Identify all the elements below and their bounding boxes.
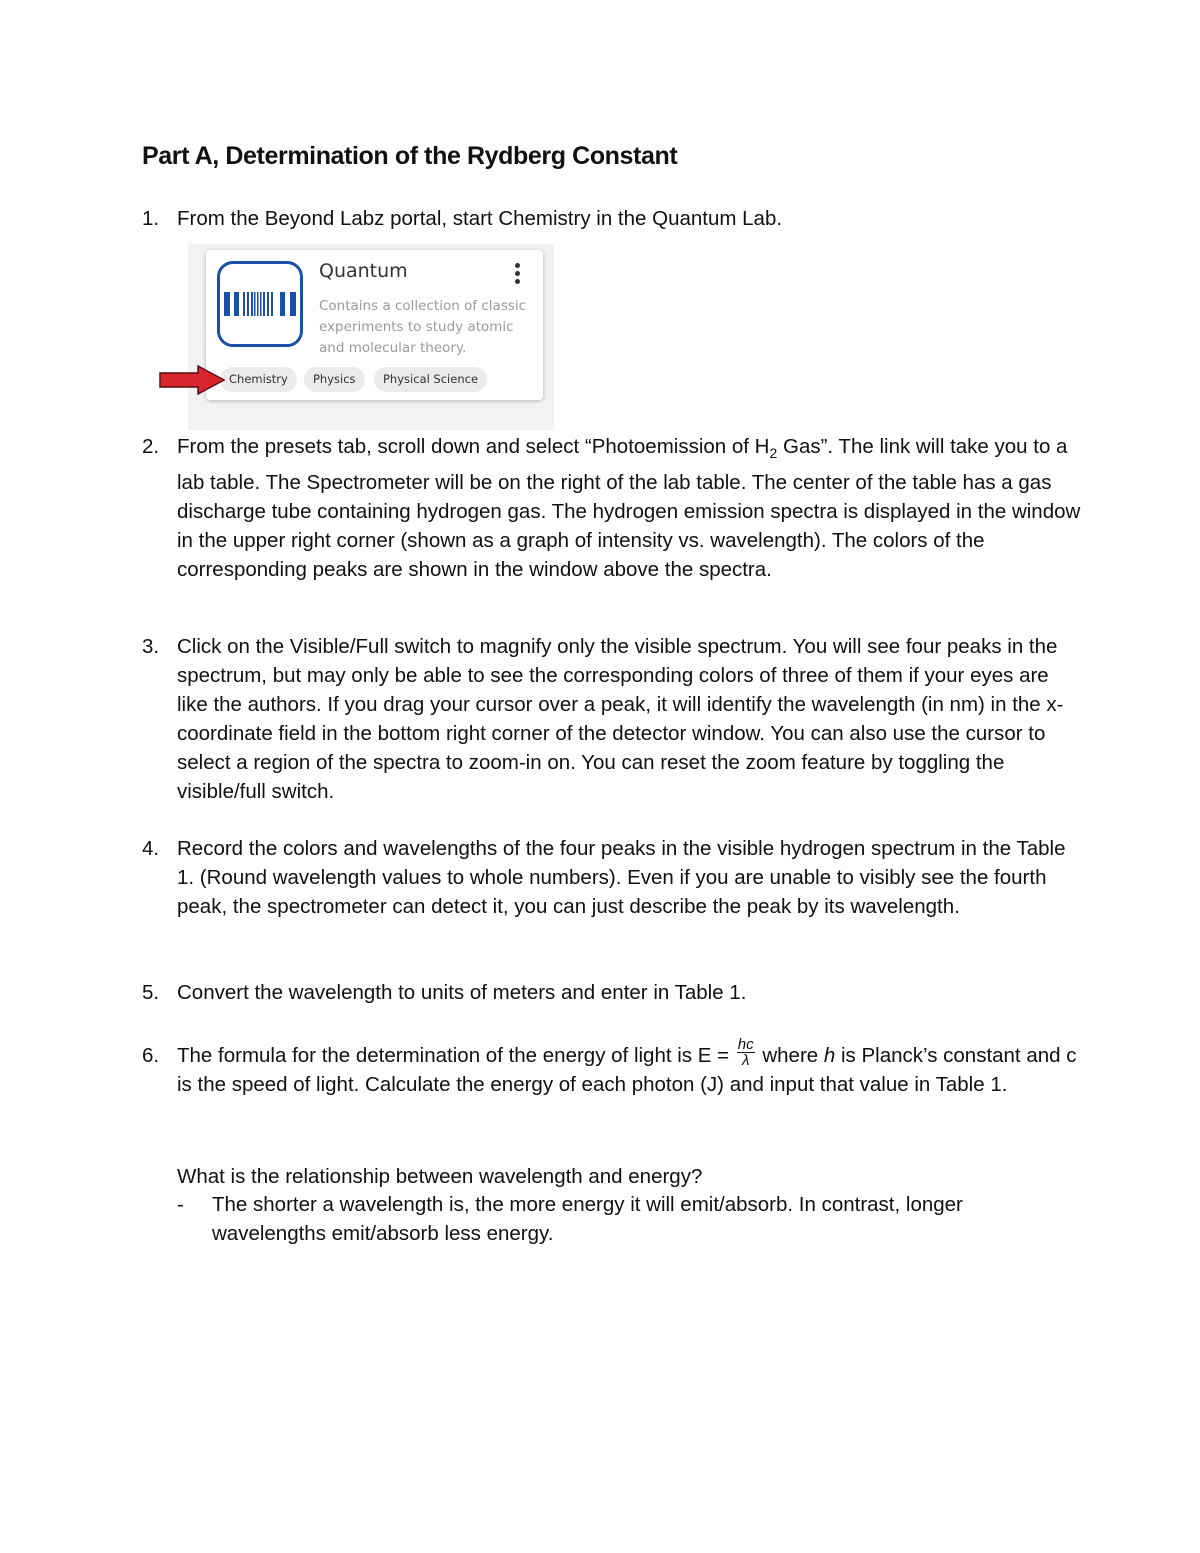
chip-chemistry[interactable]: Chemistry xyxy=(220,367,297,392)
answer-text: The shorter a wavelength is, the more energy it will emit/absorb. In contrast, longer wavelengths emit/absorb less energy. xyxy=(212,1193,963,1245)
card-title: Quantum xyxy=(319,260,408,282)
step-4 xyxy=(142,834,1082,921)
card-description: Contains a collection of classic experiments to study atomic and molecular theory. xyxy=(319,298,527,356)
answer-bullet: - xyxy=(177,1193,184,1216)
step-text: Click on the Visible/Full switch to magnify only the visible spectrum. You will see four peaks in the spectrum, but may only be able to see the corresponding colors of three of them if your eyes are like the authors. If you drag your cursor over a peak, it will identify the wavelength (in nm) in the x-coordinate field in the bottom right corner of the detector window. You can also use the cursor to select a region of the spectra to zoom-in on. You can reset the zoom feature by toggling the visible/full switch. xyxy=(177,635,1064,803)
step-text: Convert the wavelength to units of meters and enter in Table 1. xyxy=(177,981,747,1004)
barcode-icon xyxy=(217,261,303,347)
step-3 xyxy=(142,632,1082,806)
section-heading: Part A, Determination of the Rydberg Constant xyxy=(142,142,678,170)
step-number: 5. xyxy=(142,981,160,1004)
step-number: 2. xyxy=(142,435,160,458)
quantum-lab-card[interactable] xyxy=(206,250,543,400)
step-number: 4. xyxy=(142,837,160,860)
step-number: 1. xyxy=(142,207,160,230)
step-5 xyxy=(142,978,1082,1007)
step-6 xyxy=(142,1036,1082,1099)
step-text: From the Beyond Labz portal, start Chemistry in the Quantum Lab. xyxy=(177,207,783,230)
question xyxy=(142,1162,1082,1191)
step-1 xyxy=(142,204,1082,233)
step-number: 6. xyxy=(142,1044,160,1067)
step-text: From the presets tab, scroll down and select “Photoemission of $H_2$ Gas”. The link will take you to a lab table. The Spectrometer will be on the right of the lab table. The center of the table has a gas discharge tube containing hydrogen gas. The hydrogen emission spectra is displayed in the window in the upper right corner (shown as a graph of intensity vs. wavelength). The colors of the corresponding peaks are shown in the window above the spectra. xyxy=(177,435,1081,582)
more-options-icon[interactable] xyxy=(515,263,521,287)
red-arrow-icon xyxy=(158,365,226,395)
step-number: 3. xyxy=(142,635,160,658)
chip-physical-science[interactable]: Physical Science xyxy=(374,367,487,392)
step-text: The formula for the determination of the energy of light is E = $\frac{hc}{\lambda}$ where h is Planck’s constant and c is the speed of light. Calculate the energy of each photon (J) and input that value in Table 1. xyxy=(177,1036,1077,1096)
chip-physics[interactable]: Physics xyxy=(304,367,365,392)
question-text: What is the relationship between wavelength and energy? xyxy=(177,1165,703,1188)
energy-formula-fraction: $\frac{hc}{\lambda}$ xyxy=(737,1036,754,1070)
step-text: Record the colors and wavelengths of the four peaks in the visible hydrogen spectrum in the Table 1. (Round wavelength values to whole numbers). Even if you are unable to visibly see the fourth peak, the spectrometer can detect it, you can just describe the peak by its wavelength. xyxy=(177,837,1066,918)
step-2 xyxy=(142,432,1082,584)
